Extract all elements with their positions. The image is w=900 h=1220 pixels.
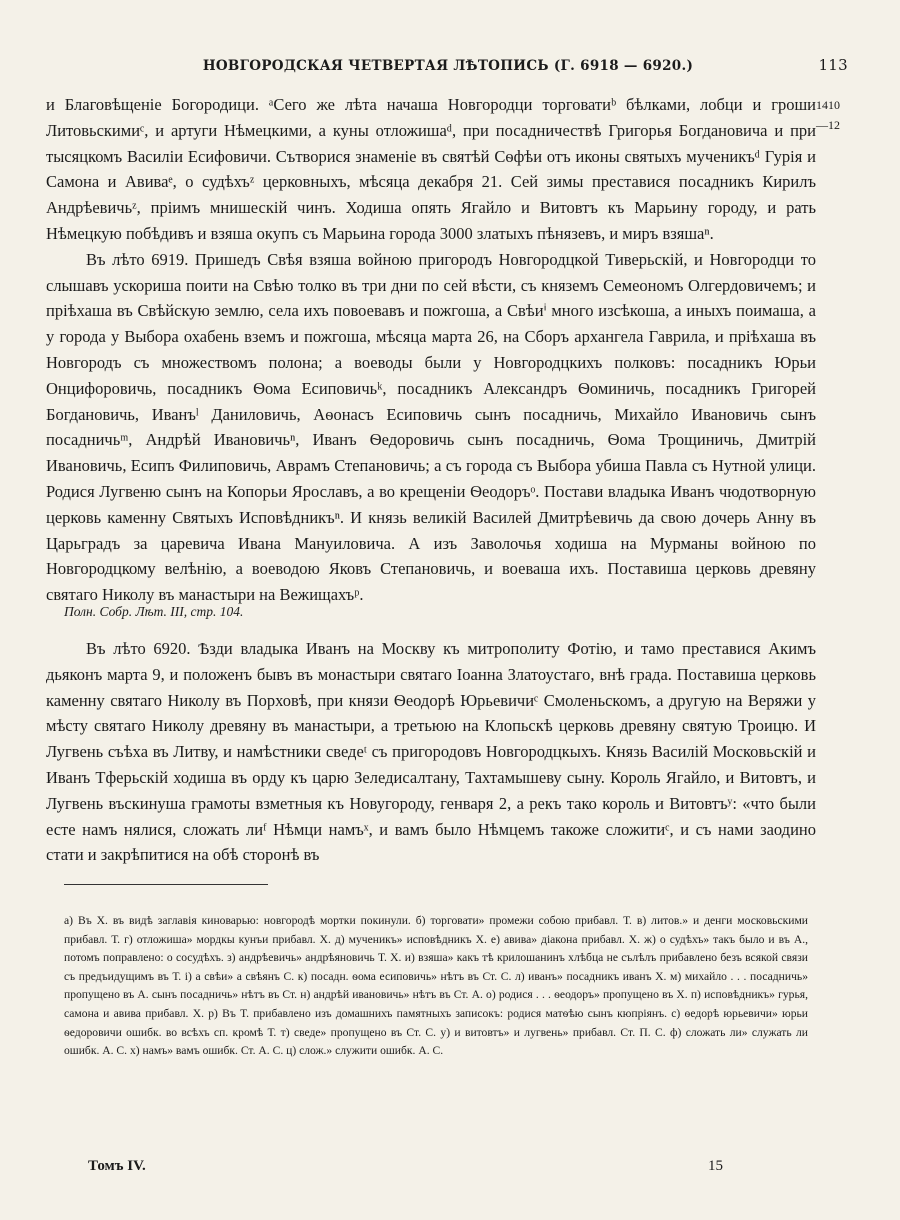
page-number: 113 (818, 56, 848, 74)
sheet-number: 15 (708, 1158, 723, 1174)
margin-year-note: 1410 (816, 98, 840, 112)
footnote-divider (64, 884, 268, 885)
body-text-bottom (46, 636, 816, 868)
running-head-title: НОВГОРОДСКАЯ ЧЕТВЕРТАЯ ЛѢТОПИСЬ (Г. 6918 — 6920.) (202, 58, 694, 74)
source-citation: Полн. Собр. Лѣт. III, стр. 104. (64, 604, 244, 619)
paragraph-year-6919: Въ лѣто 6919. Пришедъ Свѣя взяша войною пригородъ Новгородцкой Тиверьскій, и Новгородци то слышавъ ускориша поити на Свѣю толко въ три дни по сей вѣсти, съ княземъ Семеономъ Олгердовичемъ; и пріѣхаша въ Свѣйскую землю, села ихъ повоевавъ и пожгоша, а Свѣиⁱ много изсѣкоша, а иныхъ поимаша, а у города у Выбора охабень вземъ и пожгоша, мѣсяца марта 26, на Сборъ архангела Гаврила, и пріѣхаша въ Новгородъ съ множествомъ полона; а воеводы были у Новгородцкихъ полковъ: посадникъ Юрьи Онцифоровичь, посадникъ Ѳома Есиповичьᵏ, посадникъ Александръ Ѳоминичь, посадникъ Григорей Богдановичь, Иванъˡ Даниловичь, Аѳонасъ Есиповичь сынъ посадничь, Михайло Ивановичь сынъ посадничьᵐ, Андрѣй Ивановичьⁿ, Иванъ Ѳедоровичь сынъ посадничь, Ѳома Трощиничь, Дмитрій Ивановичь, Есипъ Филиповичь, Аврамъ Степановичь; а съ города съ Выбора убиша Павла съ Нутной улици. Родися Лугвеню сынъ на Копорьи Ярославъ, а во крещеніи Ѳеодоръᵒ. Постави владыка Иванъ чюдотворную церковь каменну Святыхъ Исповѣдникъⁿ. И князь великій Василей Дмитрѣевичь да свою дочерь Анну въ Царьградъ за царевича Ивана Мануиловича. А изъ Заволочья ходиша на Мурманы войною по Новгородцкому велѣнію, а воеводою Яковъ Степановичь, и воеваша ихъ. Поставиша церковь древяну святаго Николу въ манастыри на Вежищахъᵖ. (46, 249, 816, 605)
running-head (48, 58, 848, 82)
paragraph-intro: и Благовѣщеніе Богородици. ᵃСего же лѣта начаша Новгородци торговатиᵇ бѣлками, лобци и гроши Литовьскимиᶜ, и артуги Нѣмецкими, а куны отложишаᵈ, при посадничествѣ Григорья Богдановича и при тысяцкомъ Василіи Есифовичи. Сътворися знаменіе въ святѣй Сѳфѣи отъ иконы святыхъ мученикъᵈ Гурія и Самона и Авиваᵉ, о судѣхъᶻ церковныхъ, мѣсяца декабря 21. Сей зимы преставися посадникъ Кирилъ Андрѣевичьᶻ, пріимъ мнишескій чинъ. Ходиша опять Ягайло и Витовтъ къ Марьину городу, и рать Нѣмецкую побѣдивъ и взяша окупъ съ Марьина города 3000 златыхъ пѣнязевъ, и миръ взяшаⁿ. (46, 95, 816, 243)
page-footer (88, 1158, 748, 1180)
volume-label: Томъ IV. (88, 1158, 146, 1174)
margin-year-note-continuation: —12 (816, 118, 840, 132)
footnotes: а) Въ Х. въ видѣ заглавія киноварью: новгородѣ мортки покинули. б) торговати» промежи собою прибавл. Т. в) литов.» и денги московьскими прибавл. Т. г) отложиша» мордкы кунъи прибавл. Х. д) мученикъ» исповѣдникъ Х. е) авива» діакона прибавл. Х. ж) о судѣхъ» такъ было и въ А., потомъ поправлено: о сосудѣхъ. з) андрѣевичь» андрѣяновичь Т. Х. и) взяша» какъ тѣ крилошанинъ хлѣбца не сълѣлъ прибавлено безъ всякой связи съ предъидущимъ въ Т. і) а свѣи» а свѣянъ С. к) посадн. ѳома есиповичь» нѣтъ въ Ст. С. л) иванъ» посадникъ иванъ Х. м) михайло . . . посадничь» пропущено въ А. сынъ посадничь» нѣтъ въ Ст. н) андрѣй ивановичь» нѣтъ въ Ст. А. о) родися . . . ѳеодоръ» пропущено въ Х. п) исповѣдникъ» гурья, самона и авива прибавл. Х. р) Въ Т. прибавлено изъ домашнихъ памятныхъ записокъ: родися матѳѣю сынъ кюпріянъ. с) ѳедорѣ юрьевичи» юрьи ѳедоровичи ошибк. во всѣхъ сп. кромѣ Т. т) сведе» пропущено въ Ст. С. у) и витовтъ» и лугвень» прибавл. Ст. П. С. ф) сложать ли» служать ли ошибк. А. С. х) намъ» вамъ ошибк. Ст. А. С. ц) слож.» служити ошибк. А. С. (64, 914, 808, 1058)
body-text-top (46, 92, 816, 608)
paragraph-year-6920: Въ лѣто 6920. Ѣзди владыка Иванъ на Москву къ митрополиту Фотію, и тамо преставися Акимъ дьяконъ марта 9, и положенъ бывъ въ монастыри святаго Іоанна Златоустаго, внѣ града. Поставиша церковь каменну святаго Николу въ Порховѣ, при князи Ѳеодорѣ Юрьевичиᶜ Смоленьскомъ, а другую на Веряжи у мѣсту святаго Николу древяну въ манастыри, а третьюю на Клопьскѣ церковь древяну святую Троицю. И Лугвень съѣха въ Литву, и намѣстники сведеᵗ съ пригородовъ Новгородцкыхъ. Князь Василій Московьскій и Иванъ Тферьскій ходиша въ орду къ царю Зеледисалтану, Тахтамышеву сыну. Король Ягайло, и Витовтъ, и Лугвень въскинуша грамоты взметныя къ Новугороду, генваря 2, а рекъ тако король и Витовтъʸ: «что были есте намъ нялися, сложать лиᶠ Нѣмци намъˣ, и вамъ было Нѣмцемъ такоже сложитиᶜ, и съ нами заодино стати и закрѣпитися на обѣ сторонѣ въ (46, 639, 816, 865)
